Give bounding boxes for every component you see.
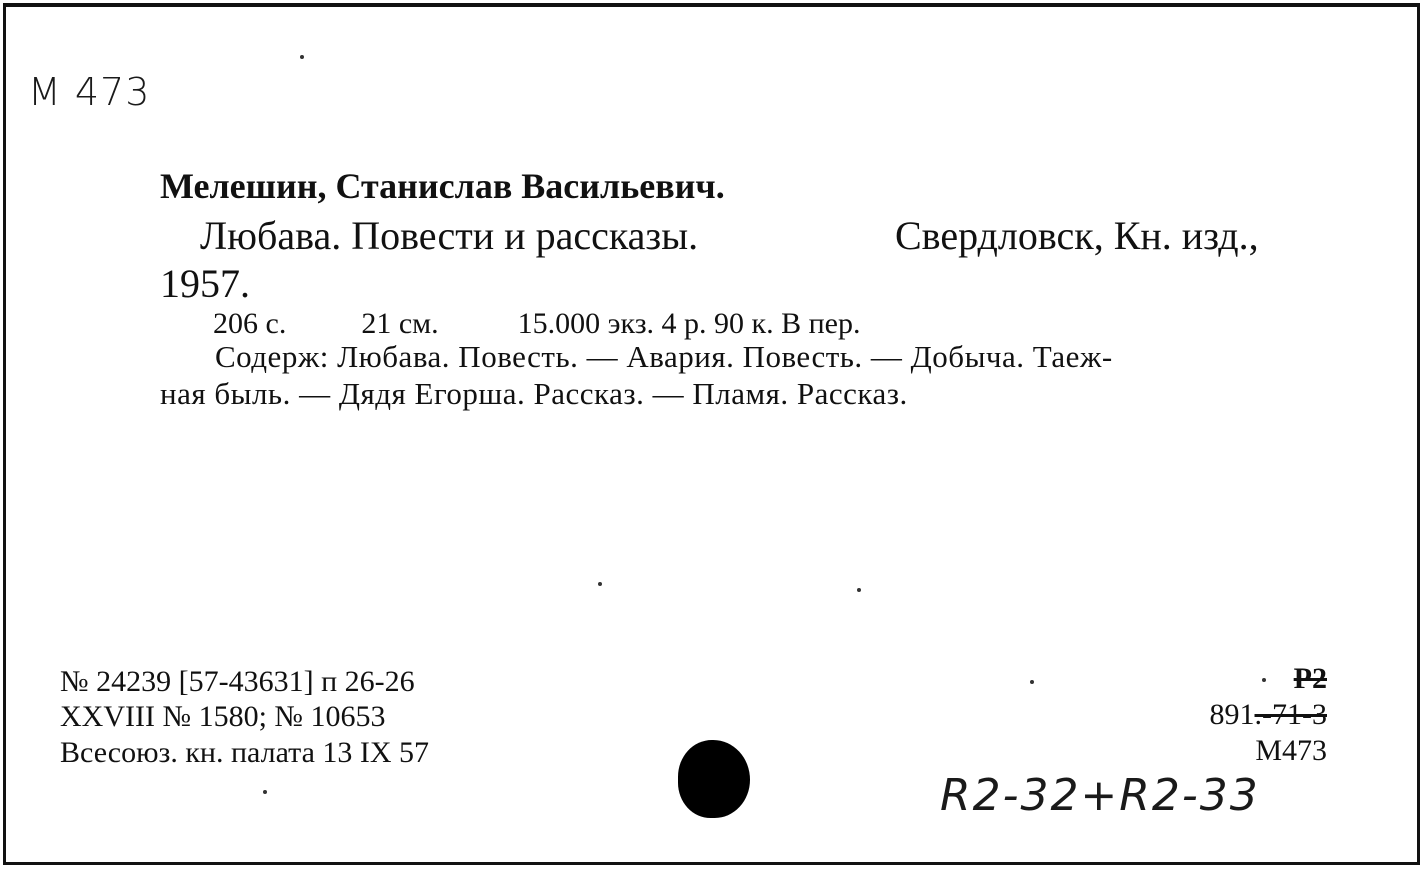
punch-hole xyxy=(678,740,750,818)
chamber-stamp: Всесоюз. кн. палата 13 IX 57 xyxy=(60,736,430,769)
handwritten-shelf-mark: M 473 xyxy=(28,70,151,114)
speck xyxy=(857,588,861,592)
book-size: 21 см. xyxy=(361,307,439,340)
contents-line-2: ная быль. — Дядя Егорша. Рассказ. — Пламя. Рассказ. xyxy=(160,376,908,411)
registry-volume: XXVIII № 1580; № 10653 xyxy=(60,700,386,733)
author-mark: М473 xyxy=(1255,734,1327,767)
page-count: 206 с. xyxy=(213,307,287,340)
speck xyxy=(300,55,304,59)
book-title: Любава. Повести и рассказы. xyxy=(200,213,699,258)
speck xyxy=(1030,680,1034,684)
handwritten-pencil-code: R2-32+R2-33 xyxy=(940,770,1260,821)
classification-number-prefix: 891 xyxy=(1209,698,1255,731)
author-name: Мелешин, Станислав Васильевич. xyxy=(160,166,725,206)
classification-number xyxy=(1210,698,1327,732)
print-run-price: 15.000 экз. 4 р. 90 к. В пер. xyxy=(517,307,861,340)
classification-code: Р2 xyxy=(1293,662,1327,695)
speck xyxy=(263,790,267,794)
classification-number-struck: .-71-3 xyxy=(1254,698,1327,731)
collation-line xyxy=(213,307,861,341)
registry-number: № 24239 [57-43631] п 26-26 xyxy=(60,665,415,698)
publication-year: 1957. xyxy=(160,261,250,306)
speck xyxy=(1262,678,1266,682)
speck xyxy=(598,582,602,586)
publisher: Свердловск, Кн. изд., xyxy=(895,213,1259,258)
contents-line-1: Содерж: Любава. Повесть. — Авария. Повесть. — Добыча. Таеж- xyxy=(215,339,1113,374)
